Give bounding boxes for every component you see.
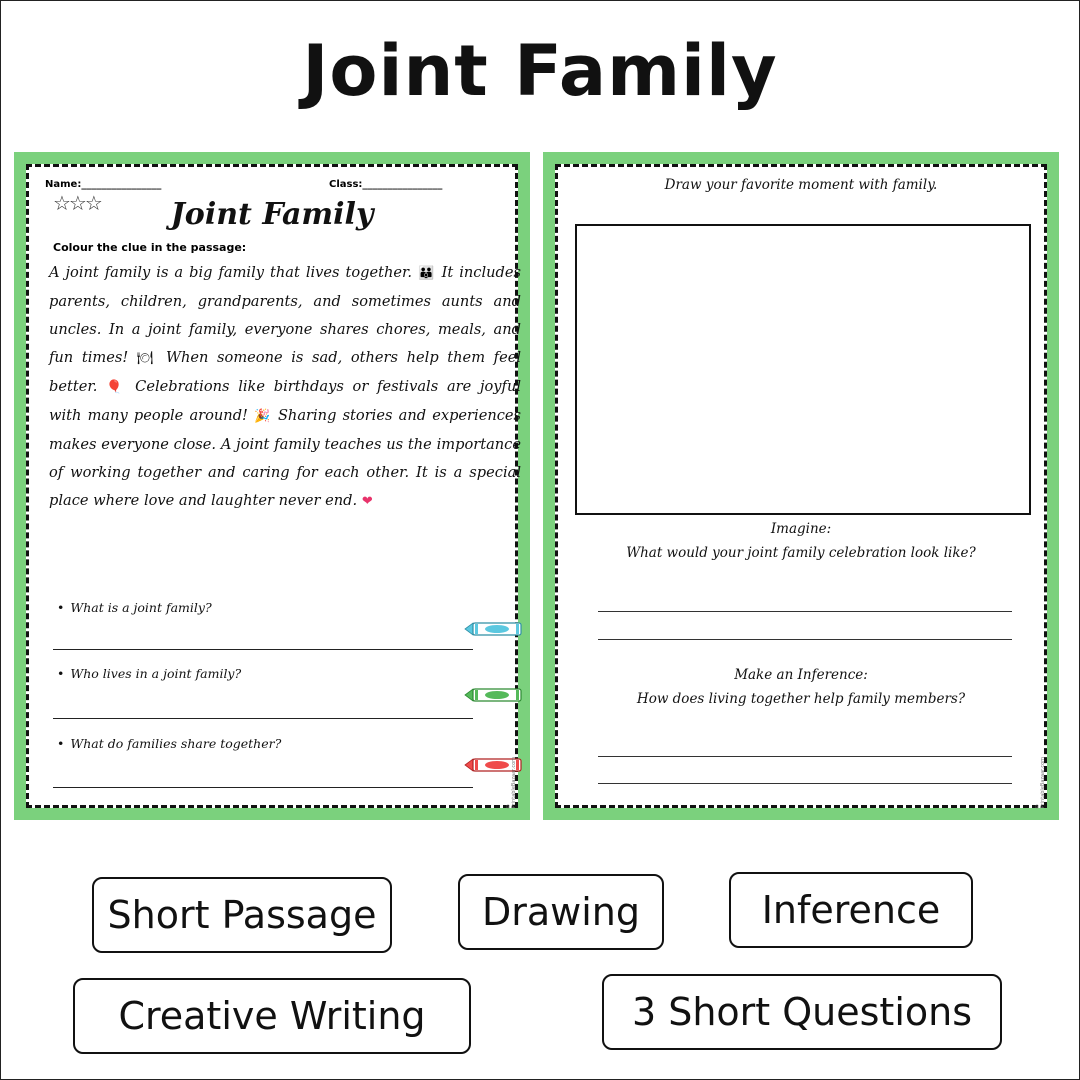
- tag-short-passage: Short Passage: [92, 877, 392, 953]
- page-title: Joint Family: [302, 30, 778, 112]
- imagine-answer-line-1[interactable]: [598, 611, 1012, 612]
- passage-part-5: Sharing stories and experiences makes everyone close. A joint family teaches us the importance of working together and caring for each other. It is a special place where love and laughter never end.: [49, 407, 522, 509]
- credit-text: © PrintableBazaar.com: [505, 756, 517, 809]
- passage-worksheet: [14, 152, 530, 820]
- passage-worksheet-inner: [26, 164, 522, 809]
- draw-prompt: Draw your favorite moment with family.: [664, 177, 938, 193]
- tag-inference: Inference: [729, 872, 973, 948]
- question-3-text: What do families share together?: [70, 736, 282, 751]
- inference-question: How does living together help family members?: [636, 691, 966, 707]
- answer-line-1[interactable]: [53, 649, 473, 650]
- passage-part-2: It includes parents, children, grandparents, and sometimes aunts and uncles. In a joint family, everyone shares chores, meals, and fun times!: [49, 264, 522, 366]
- rating-stars-icon: ☆☆☆: [53, 191, 101, 215]
- question-1-text: What is a joint family?: [70, 600, 212, 615]
- tag-creative-writing: Creative Writing: [73, 978, 471, 1054]
- drawing-box[interactable]: [575, 224, 1031, 515]
- imagine-question: What would your joint family celebration look like?: [626, 545, 976, 561]
- inference-answer-line-2[interactable]: [598, 783, 1012, 784]
- name-field: Name:________________: [45, 179, 162, 190]
- instruction-text: Colour the clue in the passage:: [53, 241, 247, 254]
- passage-part-4: Celebrations like birthdays or festivals are joyful with many people around!: [49, 378, 522, 424]
- blue-crayon-icon: [463, 620, 523, 638]
- tag-3-short-questions: 3 Short Questions: [602, 974, 1002, 1050]
- passage-part-1: A joint family is a big family that lives together.: [49, 264, 413, 281]
- credit-text: © PrintableBazaar.com: [1034, 756, 1046, 809]
- imagine-heading: Imagine:: [770, 521, 832, 537]
- green-crayon-icon: [463, 686, 523, 704]
- drawing-worksheet: [543, 152, 1059, 820]
- drawing-worksheet-inner: [555, 164, 1047, 808]
- question-2-text: Who lives in a joint family?: [70, 666, 242, 681]
- question-2: • Who lives in a joint family?: [57, 666, 242, 681]
- plate-emoji-icon: 🍽: [136, 351, 158, 366]
- question-1: • What is a joint family?: [57, 600, 212, 615]
- worksheet-title: Joint Family: [170, 197, 374, 232]
- inference-heading: Make an Inference:: [734, 667, 868, 683]
- answer-line-3[interactable]: [53, 787, 473, 788]
- class-field: Class:________________: [329, 179, 443, 190]
- balloon-emoji-icon: 🎈: [106, 380, 127, 395]
- passage-part-3: When someone is sad, others help them feel better.: [49, 349, 522, 395]
- party-emoji-icon: 🎉: [254, 409, 272, 424]
- inference-answer-line-1[interactable]: [598, 756, 1012, 757]
- answer-line-2[interactable]: [53, 718, 473, 719]
- imagine-answer-line-2[interactable]: [598, 639, 1012, 640]
- heart-emoji-icon: ❤: [361, 494, 373, 509]
- family-emoji-icon: 👪: [418, 266, 436, 281]
- passage-text: [49, 259, 521, 516]
- question-3: • What do families share together?: [57, 736, 282, 751]
- tag-drawing: Drawing: [458, 874, 664, 950]
